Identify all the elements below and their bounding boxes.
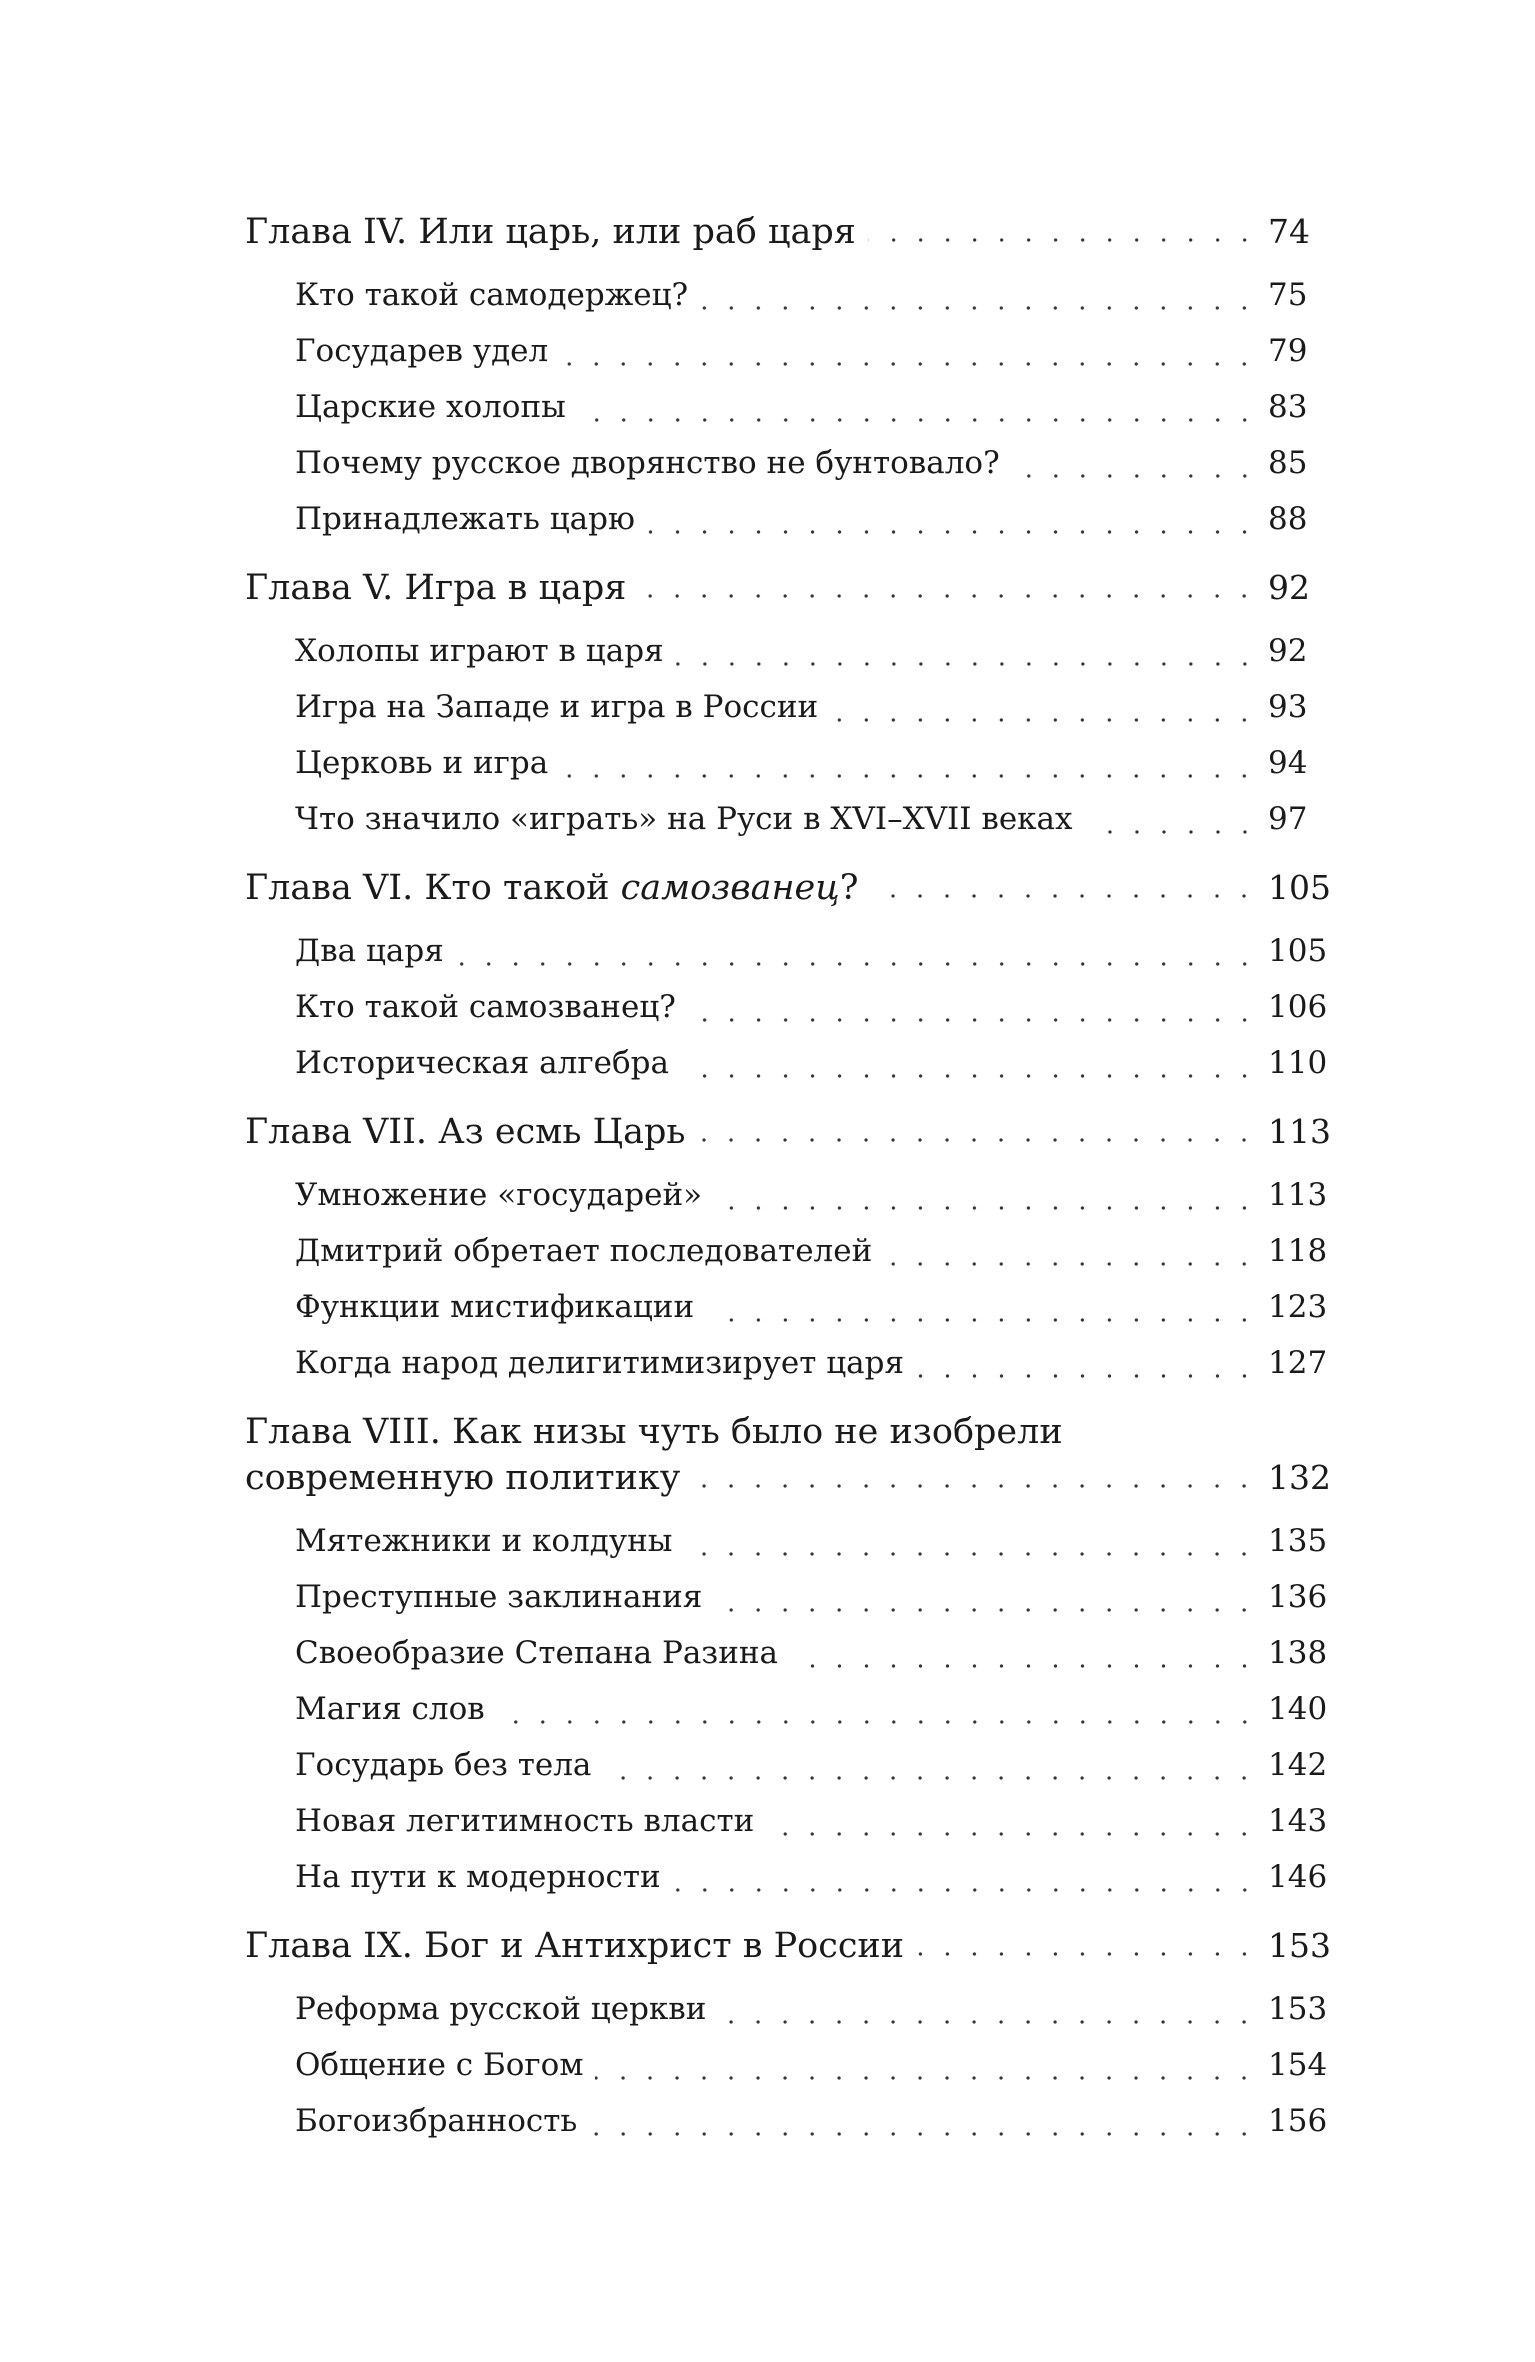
section-entry [245, 379, 1340, 435]
dot-leader [589, 2131, 1258, 2137]
section-title: Два царя [295, 933, 444, 969]
section-entry [245, 1849, 1340, 1905]
section-entry [245, 323, 1340, 379]
page-number: 110 [1268, 1045, 1328, 1081]
chapter-entry [245, 209, 1340, 255]
section-title: Когда народ делигитимизирует царя [295, 1345, 905, 1381]
section-entry [245, 491, 1340, 547]
dot-leader [647, 529, 1258, 535]
section-title: Государь без тела [295, 1747, 592, 1783]
chapter-title-line-1: Глава VIII. Как низы чуть было не изобрели [245, 1412, 1063, 1452]
section-entry [245, 267, 1340, 323]
section-entry [245, 1737, 1340, 1793]
page-number: 83 [1268, 389, 1308, 425]
page-number: 138 [1268, 1635, 1328, 1671]
dot-leader [560, 773, 1258, 779]
section-title: Принадлежать царю [295, 501, 635, 537]
section-entry [245, 1279, 1340, 1335]
chapter-title-text: Глава VI. Кто такой [245, 868, 621, 908]
section-entry [245, 979, 1340, 1035]
page-number: 92 [1268, 568, 1310, 607]
chapter-entry [245, 865, 1340, 911]
section-entry [245, 1513, 1340, 1569]
section-title: Почему русское дворянство не бунтовало? [295, 445, 1000, 481]
section-title: Что значило «играть» на Руси в XVI–XVII веках [295, 801, 1073, 837]
dot-leader [884, 1261, 1258, 1267]
page-number: 94 [1268, 745, 1308, 781]
dot-leader [830, 717, 1258, 723]
page-number: 127 [1268, 1345, 1328, 1381]
page-number: 105 [1268, 933, 1328, 969]
section-title: Новая легитимность власти [295, 1803, 755, 1839]
section-title: Преступные заклинания [295, 1579, 703, 1615]
section-entry [245, 1681, 1340, 1737]
dot-leader [718, 2019, 1258, 2025]
dot-leader [684, 1551, 1258, 1557]
dot-leader [714, 1205, 1258, 1211]
chapter-title: современную политику [245, 1458, 681, 1498]
dot-leader [497, 1719, 1258, 1725]
chapter-entry [245, 565, 1340, 611]
section-title: Функции мистификации [295, 1289, 695, 1325]
dot-leader [868, 237, 1258, 243]
chapter-title: Глава V. Игра в царя [245, 568, 627, 608]
section-title: Богоизбранность [295, 2103, 578, 2139]
section-title: Мятежники и колдуны [295, 1523, 673, 1559]
section-title: На пути к модерности [295, 1859, 661, 1895]
section-title: Кто такой самодержец? [295, 277, 689, 313]
page-number: 79 [1268, 333, 1308, 369]
dot-leader [638, 593, 1258, 599]
dot-leader [697, 1137, 1258, 1143]
dot-leader [578, 417, 1258, 423]
section-title: Царские холопы [295, 389, 566, 425]
dot-leader [714, 1607, 1258, 1613]
section-title: Магия слов [295, 1691, 485, 1727]
section-entry [245, 1625, 1340, 1681]
chapter-title: Глава IV. Или царь, или раб царя [245, 212, 856, 252]
section-entry [245, 923, 1340, 979]
page-number: 153 [1268, 1991, 1328, 2027]
section-entry [245, 1981, 1340, 2037]
page-number: 135 [1268, 1523, 1328, 1559]
section-entry [245, 735, 1340, 791]
chapter-title [245, 865, 858, 911]
page-number: 105 [1268, 868, 1331, 907]
page-number: 142 [1268, 1747, 1328, 1783]
dot-leader [676, 661, 1258, 667]
chapter-entry [245, 1923, 1340, 1969]
dot-leader [681, 1073, 1258, 1079]
dot-leader [595, 2075, 1258, 2081]
page-number: 154 [1268, 2047, 1328, 2083]
page-number: 153 [1268, 1926, 1331, 1965]
dot-leader [692, 1483, 1258, 1489]
chapter-title: Глава VII. Аз есмь Царь [245, 1112, 686, 1152]
dot-leader [916, 1373, 1258, 1379]
page-number: 146 [1268, 1859, 1328, 1895]
section-title: Умножение «государей» [295, 1177, 703, 1213]
dot-leader [766, 1831, 1258, 1837]
chapter-title-suffix: ? [839, 868, 859, 908]
dot-leader [688, 1017, 1258, 1023]
dot-leader [603, 1775, 1258, 1781]
section-entry [245, 791, 1340, 847]
chapter-row [245, 1923, 1340, 1969]
page-number: 140 [1268, 1691, 1328, 1727]
section-entry [245, 1167, 1340, 1223]
dot-leader [870, 893, 1258, 899]
chapter-row [245, 209, 1340, 255]
section-title: Церковь и игра [295, 745, 549, 781]
chapter-row [245, 1109, 1340, 1155]
dot-leader [790, 1663, 1258, 1669]
section-title: Общение с Богом [295, 2047, 584, 2083]
section-entry [245, 2093, 1340, 2149]
chapter-entry [245, 1109, 1340, 1155]
section-entry [245, 1569, 1340, 1625]
dot-leader [1085, 829, 1258, 835]
dot-leader [1012, 473, 1258, 479]
page-number: 113 [1268, 1177, 1328, 1213]
section-entry [245, 623, 1340, 679]
section-entry [245, 2037, 1340, 2093]
dot-leader [560, 361, 1258, 367]
section-title: Дмитрий обретает последователей [295, 1233, 873, 1269]
chapter-title-italic: самозванец [620, 868, 840, 908]
page-number: 123 [1268, 1289, 1328, 1325]
section-title: Кто такой самозванец? [295, 989, 676, 1025]
page-number: 132 [1268, 1458, 1331, 1497]
page-number: 156 [1268, 2103, 1328, 2139]
chapter-row [245, 1455, 1340, 1501]
dot-leader [456, 961, 1258, 967]
page-number: 75 [1268, 277, 1308, 313]
section-title: Реформа русской церкви [295, 1991, 707, 2027]
chapter-row [245, 865, 1340, 911]
section-title: Игра на Западе и игра в России [295, 689, 819, 725]
section-title: Историческая алгебра [295, 1045, 669, 1081]
section-entry [245, 1223, 1340, 1279]
dot-leader [700, 305, 1258, 311]
section-entry [245, 679, 1340, 735]
page-number: 85 [1268, 445, 1308, 481]
page-number: 106 [1268, 989, 1328, 1025]
chapter-entry [245, 1409, 1340, 1501]
chapter-row [245, 565, 1340, 611]
page-number: 97 [1268, 801, 1308, 837]
table-of-contents [245, 209, 1340, 2149]
section-entry [245, 1035, 1340, 1091]
dot-leader [706, 1317, 1258, 1323]
page-number: 118 [1268, 1233, 1328, 1269]
page-number: 74 [1268, 212, 1310, 251]
page-number: 88 [1268, 501, 1308, 537]
page-number: 92 [1268, 633, 1308, 669]
chapter-title: Глава IX. Бог и Антихрист в России [245, 1926, 905, 1966]
section-entry [245, 1793, 1340, 1849]
dot-leader [673, 1887, 1258, 1893]
section-title: Государев удел [295, 333, 549, 369]
page-number: 113 [1268, 1112, 1331, 1151]
page-number: 143 [1268, 1803, 1328, 1839]
section-title: Холопы играют в царя [295, 633, 664, 669]
dot-leader [916, 1951, 1258, 1957]
page-number: 136 [1268, 1579, 1328, 1615]
section-entry [245, 435, 1340, 491]
section-title: Своеобразие Степана Разина [295, 1635, 779, 1671]
section-entry [245, 1335, 1340, 1391]
page-number: 93 [1268, 689, 1308, 725]
